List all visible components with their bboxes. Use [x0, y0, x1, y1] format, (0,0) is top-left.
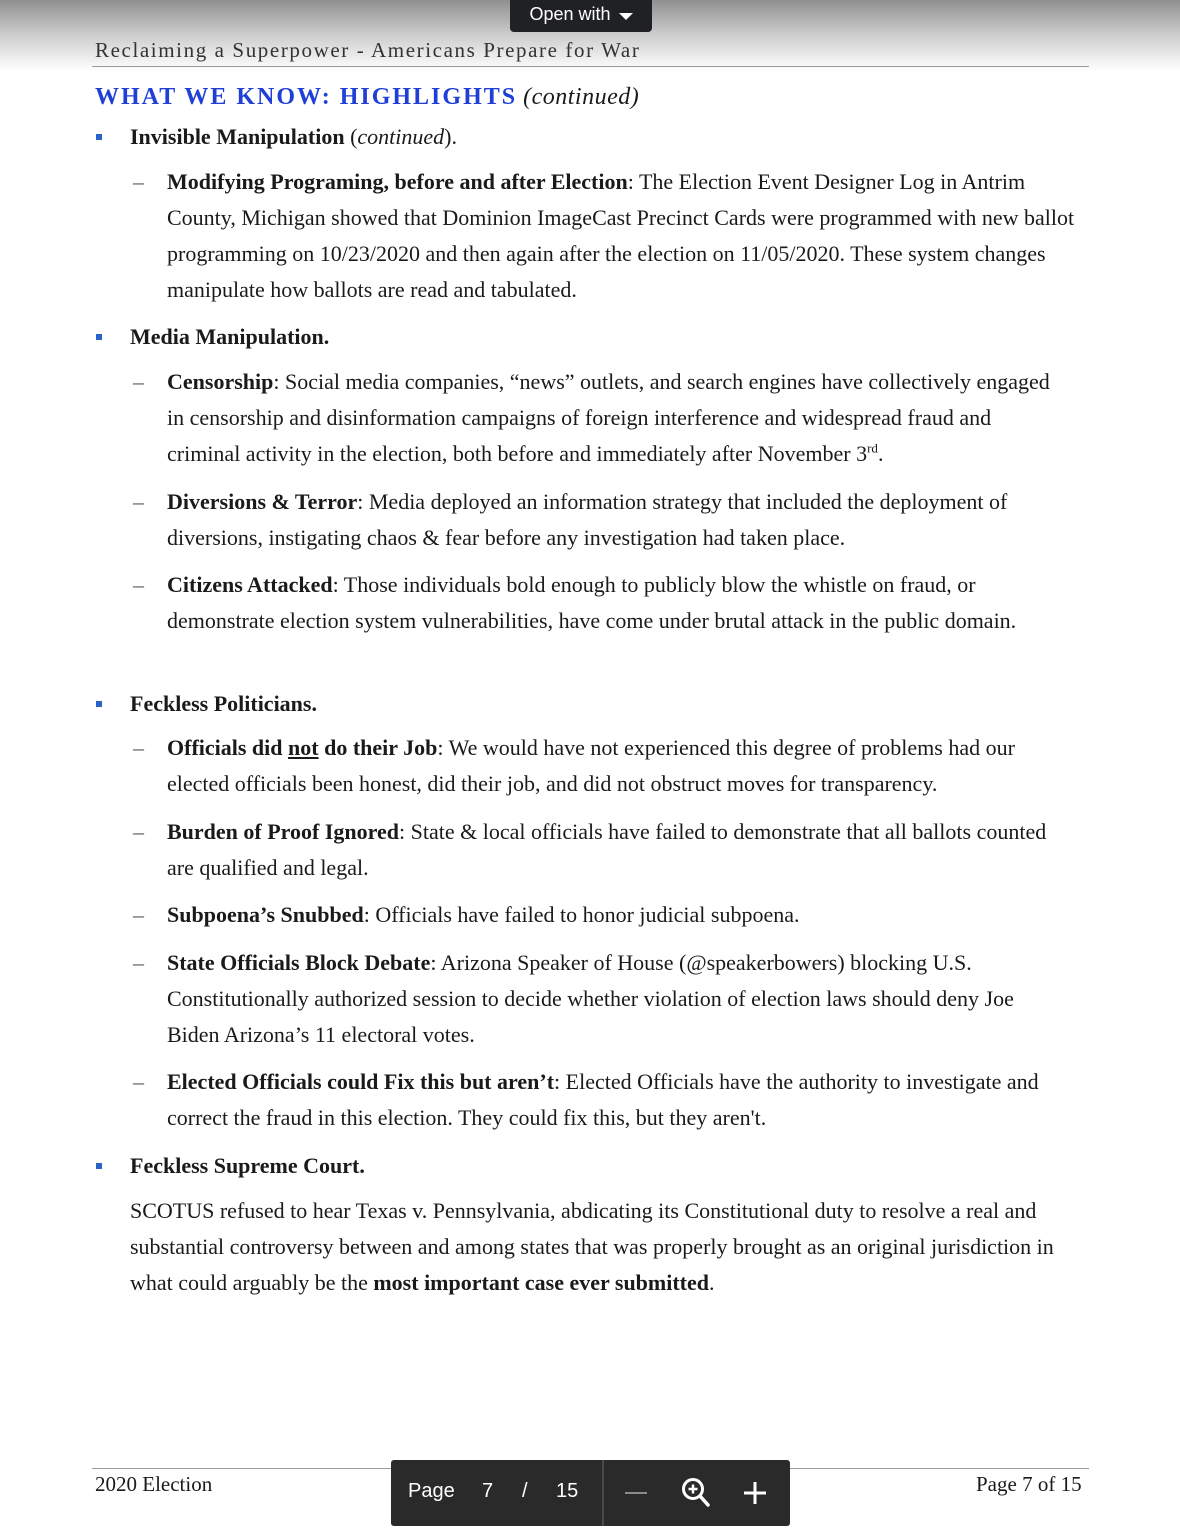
zoom-magnifier-icon[interactable]: [681, 1477, 711, 1509]
section-title-suffix: (continued): [523, 84, 640, 110]
sub-item-term: Modifying Programing, before and after Election: [167, 169, 628, 194]
page-separator: /: [522, 1480, 528, 1502]
bullet-title: Invisible Manipulation: [130, 124, 345, 149]
bullet-media-manipulation: [130, 324, 329, 350]
sub-item-text: : Social media companies, “news” outlets, and search engines have collectively engaged in censorship and disinformation campaigns of foreign interference and widespread fraud and criminal activity in the election, both before and immediately after November 3: [167, 369, 1050, 466]
sub-item-state-officials-block: [133, 945, 1067, 1053]
sub-item-term: Censorship: [167, 369, 274, 394]
sub-item-officials-job: [133, 730, 1067, 802]
dash-marker: –: [133, 950, 144, 975]
sub-item-term: Elected Officials could Fix this but aren’t: [167, 1069, 555, 1094]
bullet-feckless-supreme-court: [130, 1153, 365, 1179]
sub-item-text: : Officials have failed to honor judicial subpoena.: [363, 902, 800, 927]
sub-item-superscript: rd: [867, 440, 878, 456]
open-with-label: Open with: [529, 3, 611, 24]
sub-item-censorship: [133, 364, 1067, 472]
sub-item-term: Diversions & Terror: [167, 489, 358, 514]
bullet-marker-icon: [96, 701, 102, 707]
scotus-paragraph: [130, 1193, 1090, 1301]
dash-marker: –: [133, 169, 144, 194]
paragraph-text: SCOTUS refused to hear Texas v. Pennsylvania, abdicating its Constitutional duty to resolve a real and substantial controversy between and among states that was properly brought as an original jurisdiction in what could arguably be the: [130, 1198, 1054, 1295]
section-title-text: WHAT WE KNOW: HIGHLIGHTS: [95, 84, 518, 110]
bullet-marker-icon: [96, 134, 102, 140]
sub-item-modifying-programing: [133, 164, 1079, 308]
dropdown-caret-icon: [619, 13, 633, 20]
sub-item-term: Subpoena’s Snubbed: [167, 902, 364, 927]
bullet-marker-icon: [96, 1163, 102, 1169]
footer-left-text: 2020 Election: [95, 1472, 213, 1496]
dash-marker: –: [133, 1069, 144, 1094]
sub-item-term-underlined: not: [288, 735, 319, 760]
sub-item-end: .: [877, 441, 884, 466]
bullet-invisible-manipulation: [130, 124, 457, 150]
dash-marker: –: [133, 369, 144, 394]
document-header: Reclaiming a Superpower - Americans Prepare for War: [95, 38, 641, 62]
bullet-suffix-open: (: [344, 124, 358, 149]
page-label: Page: [408, 1480, 455, 1502]
dash-marker: –: [133, 735, 144, 760]
sub-item-text: : We would have not experienced this degree of problems had our elected officials been honest, did their job, and did not obstruct moves for transparency.: [167, 735, 1015, 796]
sub-item-burden-of-proof: [133, 814, 1057, 886]
dash-marker: –: [133, 489, 144, 514]
footer-page-number: Page 7 of 15: [976, 1472, 1082, 1496]
bullet-title: Feckless Supreme Court.: [130, 1153, 365, 1178]
current-page-input[interactable]: 7: [482, 1480, 494, 1502]
sub-item-term: Burden of Proof Ignored: [167, 819, 400, 844]
bullet-title: Feckless Politicians.: [130, 691, 317, 716]
bullet-feckless-politicians: [130, 691, 317, 717]
sub-item-term: Citizens Attacked: [167, 572, 333, 597]
sub-item-term: State Officials Block Debate: [167, 950, 431, 975]
zoom-in-icon[interactable]: [743, 1481, 767, 1505]
bullet-suffix-close: ).: [444, 124, 457, 149]
sub-item-text: : Media deployed an information strategy that included the deployment of diversions, instigating chaos & fear before any investigation had taken place.: [167, 489, 1008, 550]
sub-item-text: : Arizona Speaker of House (@speakerbowers) blocking U.S. Constitutionally authorized session to decide whether violation of election laws should deny Joe Biden Arizona’s 11 electoral votes.: [167, 950, 1014, 1047]
dash-marker: –: [133, 819, 144, 844]
sub-item-diversions-terror: [133, 484, 1089, 556]
open-with-button[interactable]: [510, 0, 652, 32]
header-divider: [92, 66, 1089, 67]
sub-item-elected-officials-fix: [133, 1064, 1082, 1136]
total-pages: 15: [556, 1480, 579, 1502]
sub-item-term: Officials did: [167, 735, 289, 760]
paragraph-bold-text: most important case ever submitted: [373, 1270, 710, 1295]
bullet-suffix-italic: continued: [357, 124, 445, 149]
sub-item-text: : Elected Officials have the authority to investigate and correct the fraud in this election. They could fix this, but they aren't.: [167, 1069, 1039, 1130]
bullet-marker-icon: [96, 334, 102, 340]
bullet-title: Media Manipulation.: [130, 324, 330, 349]
sub-item-citizens-attacked: [133, 567, 1057, 639]
sub-item-text: : The Election Event Designer Log in Antrim County, Michigan showed that Dominion ImageCast Precinct Cards were programmed with new ballot programming on 10/23/2020 and then again after the election on 11/05/2020. These system changes manipulate how ballots are read and tabulated.: [167, 169, 1075, 302]
sub-item-text: : Those individuals bold enough to publicly blow the whistle on fraud, or demonstrate election system vulnerabilities, have come under brutal attack in the public domain.: [167, 572, 1017, 633]
dash-marker: –: [133, 572, 144, 597]
paragraph-end: .: [709, 1270, 715, 1295]
sub-item-term-end: do their Job: [318, 735, 438, 760]
page-navigation-toolbar: [391, 1460, 790, 1526]
zoom-out-icon[interactable]: [625, 1492, 647, 1494]
sub-item-text: : State & local officials have failed to demonstrate that all ballots counted are qualified and legal.: [167, 819, 1047, 880]
sub-item-subpoenas-snubbed: [133, 897, 1089, 933]
dash-marker: –: [133, 902, 144, 927]
section-title: [95, 84, 639, 111]
toolbar-divider: [602, 1460, 604, 1526]
